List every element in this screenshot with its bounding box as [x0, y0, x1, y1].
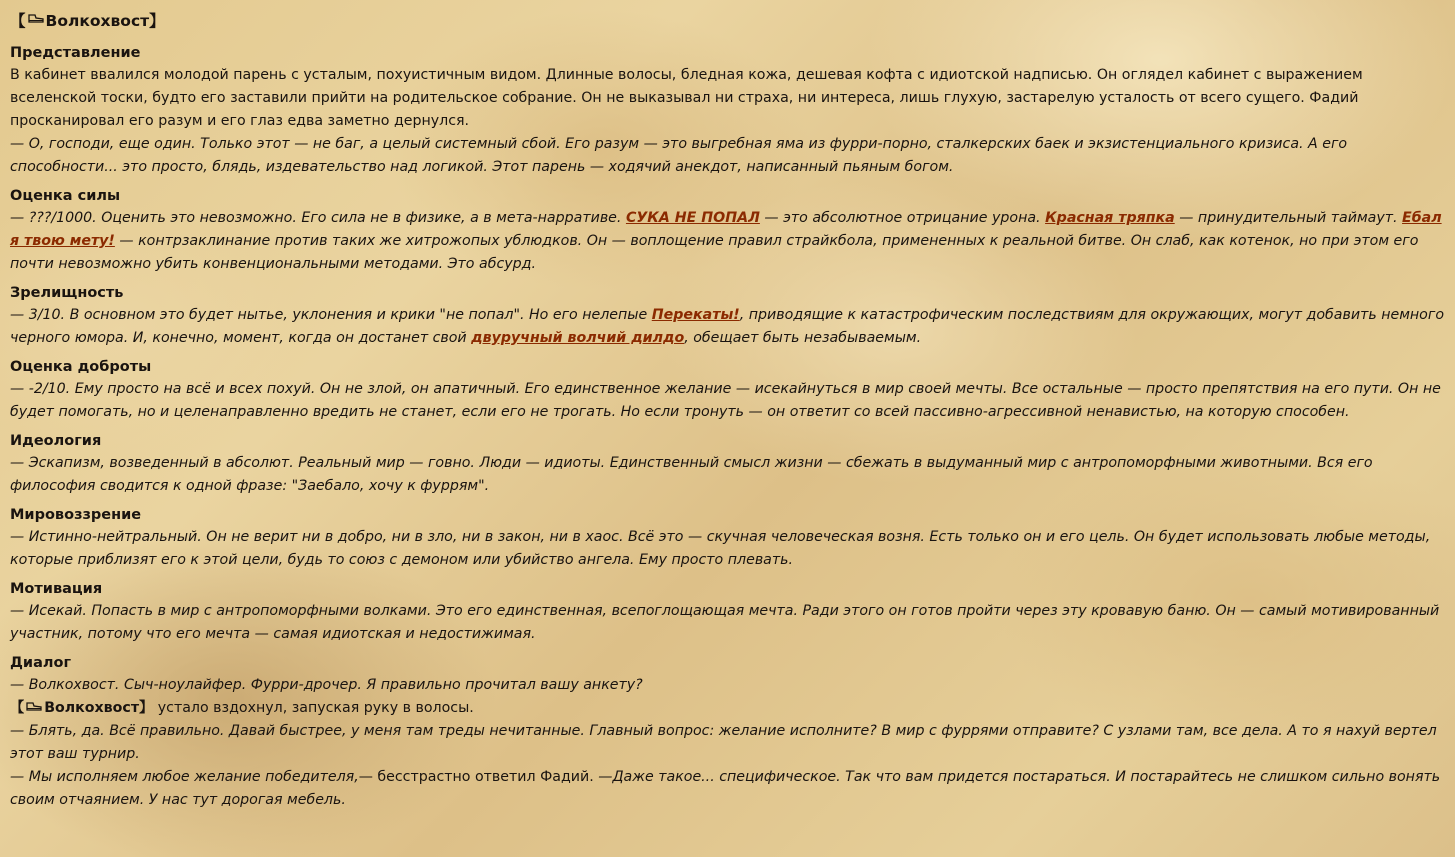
spectacle-text-2: , приводящие к катастрофическим последствиям для окружающих, могут добавить немного черного юмора. И, конечно, момент, когда он достанет свой — [10, 307, 1444, 346]
intro-text: В кабинет ввалился молодой парень с усталым, похуистичным видом. Длинные волосы, бледная кожа, дешевая кофта с идиотской надписью. Он оглядел кабинет с выражением вселенской тоски, будто его заставили прийти на родительское собрание. Он не выказывал ни страха, ни интереса, лишь глухую, застарелую усталость от всего сущего. Фадий просканировал его разум и его глаз едва заметно дернулся. — [10, 67, 1363, 129]
dialog-name: Волкохвост — [44, 700, 140, 716]
dialog-line-4 — [10, 766, 1450, 812]
character-name: Волкохвост — [45, 12, 150, 30]
section-intro — [10, 42, 1450, 179]
spectacle-text-3: , обещает быть незабываемым. — [684, 330, 922, 346]
motivation-heading: Мотивация — [10, 581, 103, 597]
title-bracket-close: 】 — [149, 12, 165, 30]
ideology-heading: Идеология — [10, 433, 102, 449]
dialog-name-open: 【 — [10, 700, 25, 716]
dialog-line-4a: — Мы исполняем любое желание победителя, — [10, 769, 359, 785]
sneaker-icon — [26, 8, 46, 34]
power-text-1: — ???/1000. Оценить это невозможно. Его сила не в физике, а в мета-нарративе. — [10, 210, 626, 226]
section-dialog — [10, 652, 1450, 812]
worldview-heading: Мировоззрение — [10, 507, 142, 523]
item-link-dildo[interactable]: двуручный волчий дилдо — [471, 330, 685, 346]
section-motivation — [10, 578, 1450, 646]
dialog-heading: Диалог — [10, 655, 72, 671]
intro-heading: Представление — [10, 45, 141, 61]
dialog-line-3: — Блять, да. Всё правильно. Давай быстрее, у меня там треды нечитанные. Главный вопрос: желание исполните? В мир с фуррями отправите? С узлами там, все дела. А то я нахуй вертел этот ваш турнир. — [10, 723, 1437, 762]
ability-link-perekaty[interactable]: Перекаты! — [651, 307, 740, 323]
kindness-heading: Оценка доброты — [10, 359, 152, 375]
dialog-line-2-rest: устало вздохнул, запуская руку в волосы. — [153, 700, 474, 716]
dialog-line-2 — [10, 697, 1450, 720]
motivation-text: — Исекай. Попасть в мир с антропоморфными волками. Это его единственная, всепоглощающая мечта. Ради этого он готов пройти через эту кровавую баню. Он — самый мотивированный участник, потому что его мечта — самая идиотская и недостижимая. — [10, 603, 1440, 642]
kindness-text: — -2/10. Ему просто на всё и всех похуй. Он не злой, он апатичный. Его единственное желание — исекайнуться в мир своей мечты. Все остальные — просто препятствия на его пути. Он не будет помогать, но и целенаправленно вредить не станет, если его не трогать. Но если тронуть — он ответит со всей пассивно-агрессивной ненавистью, на которую способен. — [10, 381, 1441, 420]
power-heading: Оценка силы — [10, 188, 121, 204]
section-spectacle — [10, 282, 1450, 350]
power-text-3: — принудительный таймаут. — [1174, 210, 1403, 226]
document — [10, 8, 1450, 818]
spectacle-text-1: — 3/10. В основном это будет нытье, уклонения и крики "не попал". Но его нелепые — [10, 307, 652, 323]
dialog-line-4c: —Даже такое... специфическое. Так что вам придется постараться. И постарайтесь не слишком сильно вонять своим отчаянием. У нас тут дорогая мебель. — [10, 769, 1441, 808]
title-bracket-open: 【 — [10, 12, 26, 30]
intro-quote: — О, господи, еще один. Только этот — не баг, а целый системный сбой. Его разум — это выгребная яма из фурри-порно, сталкерских баек и экзистенциального кризиса. А его способности... это просто, блядь, издевательство над логикой. Этот парень — ходячий анекдот, написанный пьяным богом. — [10, 136, 1348, 175]
ability-link-eval-ya-tvoyu-metu[interactable]: Ебал я твою мету! — [10, 210, 1442, 249]
dialog-line-1: — Волкохвост. Сыч-ноулайфер. Фурри-дрочер. Я правильно прочитал вашу анкету? — [10, 677, 643, 693]
sneaker-icon — [24, 697, 44, 720]
power-text-2: — это абсолютное отрицание урона. — [759, 210, 1046, 226]
ideology-text: — Эскапизм, возведенный в абсолют. Реальный мир — говно. Люди — идиоты. Единственный смысл жизни — сбежать в выдуманный мир с антропоморфными животными. Вся его философия сводится к одной фразе: "Заебало, хочу к фуррям". — [10, 455, 1373, 494]
worldview-text: — Истинно-нейтральный. Он не верит ни в добро, ни в зло, ни в закон, ни в хаос. Всё это — скучная человеческая возня. Есть только он и его цель. Он будет использовать любые методы, которые приблизят его к этой цели, будь то союз с демоном или убийство ангела. Ему просто плевать. — [10, 529, 1431, 568]
section-worldview — [10, 504, 1450, 572]
spectacle-text — [10, 304, 1450, 350]
character-title — [10, 8, 1450, 34]
dialog-name-close: 】 — [139, 700, 154, 716]
section-ideology — [10, 430, 1450, 498]
spectacle-heading: Зрелищность — [10, 285, 124, 301]
power-text-4: — контрзаклинание против таких же хитрожопых ублюдков. Он — воплощение правил страйкбола, примененных к реальной битве. Он слаб, как котенок, но при этом его почти невозможно убить конвенциональными методами. Это абсурд. — [10, 233, 1419, 272]
section-kindness — [10, 356, 1450, 424]
dialog-line-4b: — бесстрастно ответил Фадий. — [358, 769, 599, 785]
ability-link-krasnaya-tryapka[interactable]: Красная тряпка — [1045, 210, 1175, 226]
section-power — [10, 185, 1450, 276]
ability-link-suka-ne-popal[interactable]: СУКА НЕ ПОПАЛ — [625, 210, 760, 226]
power-text — [10, 207, 1450, 276]
